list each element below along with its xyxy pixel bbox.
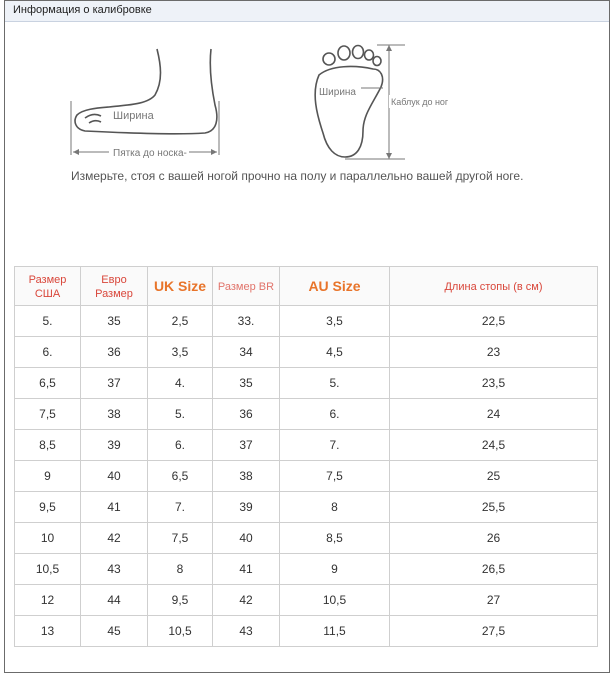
us-size-cell: 7,5 (15, 399, 81, 430)
size-chart-header (15, 267, 598, 306)
foot-length-cell: 26 (390, 523, 598, 554)
side-width-label: Ширина (113, 110, 154, 122)
br-size-cell: 34 (213, 337, 280, 368)
measurement-instruction: Измерьте, стоя с вашей ногой прочно на полу и параллельно вашей другой ноге. (71, 169, 524, 183)
au-size-cell: 9 (280, 554, 390, 585)
br-size-cell: 42 (213, 585, 280, 616)
foot-length-cell: 23,5 (390, 368, 598, 399)
eu-size-cell: 41 (81, 492, 148, 523)
uk-size-cell: 5. (148, 399, 213, 430)
uk-size-cell: 7,5 (148, 523, 213, 554)
sole-foot-illustration (315, 46, 382, 158)
us-size-cell: 5. (15, 306, 81, 337)
br-size-cell: 37 (213, 430, 280, 461)
table-row (15, 337, 598, 368)
eu-size-cell: 39 (81, 430, 148, 461)
br-size-cell: 39 (213, 492, 280, 523)
br-size-cell: 41 (213, 554, 280, 585)
header-us-size: Размер США (15, 267, 81, 306)
br-size-cell: 35 (213, 368, 280, 399)
us-size-cell: 6. (15, 337, 81, 368)
foot-length-cell: 24,5 (390, 430, 598, 461)
br-size-cell: 33. (213, 306, 280, 337)
au-size-cell: 8 (280, 492, 390, 523)
foot-measurement-diagram (5, 23, 605, 168)
uk-size-cell: 8 (148, 554, 213, 585)
uk-size-cell: 7. (148, 492, 213, 523)
foot-length-cell: 24 (390, 399, 598, 430)
eu-size-cell: 37 (81, 368, 148, 399)
uk-size-cell: 4. (148, 368, 213, 399)
foot-length-cell: 26,5 (390, 554, 598, 585)
uk-size-cell: 6,5 (148, 461, 213, 492)
us-size-cell: 10 (15, 523, 81, 554)
eu-size-cell: 43 (81, 554, 148, 585)
us-size-cell: 10,5 (15, 554, 81, 585)
au-size-cell: 11,5 (280, 616, 390, 647)
foot-length-cell: 27,5 (390, 616, 598, 647)
foot-length-cell: 25 (390, 461, 598, 492)
table-row (15, 523, 598, 554)
table-row (15, 585, 598, 616)
eu-size-cell: 42 (81, 523, 148, 554)
us-size-cell: 12 (15, 585, 81, 616)
br-size-cell: 40 (213, 523, 280, 554)
table-row (15, 461, 598, 492)
foot-length-cell: 23 (390, 337, 598, 368)
sole-width-label: Ширина (319, 87, 356, 98)
foot-length-cell: 27 (390, 585, 598, 616)
header-au-size: AU Size (280, 267, 390, 306)
us-size-cell: 9 (15, 461, 81, 492)
table-row (15, 492, 598, 523)
us-size-cell: 9,5 (15, 492, 81, 523)
us-size-cell: 8,5 (15, 430, 81, 461)
uk-size-cell: 6. (148, 430, 213, 461)
br-size-cell: 36 (213, 399, 280, 430)
table-row (15, 306, 598, 337)
side-length-label: Пятка до носка- (113, 148, 187, 159)
header-euro-size: Евро Размер (81, 267, 148, 306)
foot-length-cell: 22,5 (390, 306, 598, 337)
au-size-cell: 7,5 (280, 461, 390, 492)
size-chart-table (14, 266, 598, 647)
au-size-cell: 5. (280, 368, 390, 399)
arrow-left-icon (73, 149, 79, 155)
br-size-cell: 38 (213, 461, 280, 492)
title-bar (5, 1, 609, 22)
au-size-cell: 10,5 (280, 585, 390, 616)
eu-size-cell: 44 (81, 585, 148, 616)
uk-size-cell: 3,5 (148, 337, 213, 368)
table-row (15, 430, 598, 461)
header-uk-size: UK Size (148, 267, 213, 306)
uk-size-cell: 2,5 (148, 306, 213, 337)
table-row (15, 616, 598, 647)
foot-length-cell: 25,5 (390, 492, 598, 523)
table-row (15, 399, 598, 430)
eu-size-cell: 45 (81, 616, 148, 647)
header-foot-length: Длина стопы (в см) (390, 267, 598, 306)
table-row (15, 554, 598, 585)
eu-size-cell: 36 (81, 337, 148, 368)
br-size-cell: 43 (213, 616, 280, 647)
table-row (15, 368, 598, 399)
sole-length-label: Каблук до ног (391, 97, 449, 107)
au-size-cell: 6. (280, 399, 390, 430)
au-size-cell: 7. (280, 430, 390, 461)
us-size-cell: 6,5 (15, 368, 81, 399)
au-size-cell: 8,5 (280, 523, 390, 554)
arrow-down-icon (386, 153, 392, 159)
eu-size-cell: 38 (81, 399, 148, 430)
header-br-size: Размер BR (213, 267, 280, 306)
window-title: Информация о калибровке (13, 4, 152, 16)
eu-size-cell: 35 (81, 306, 148, 337)
arrow-up-icon (386, 45, 392, 51)
arrow-right-icon (211, 149, 217, 155)
eu-size-cell: 40 (81, 461, 148, 492)
au-size-cell: 3,5 (280, 306, 390, 337)
au-size-cell: 4,5 (280, 337, 390, 368)
uk-size-cell: 9,5 (148, 585, 213, 616)
us-size-cell: 13 (15, 616, 81, 647)
uk-size-cell: 10,5 (148, 616, 213, 647)
